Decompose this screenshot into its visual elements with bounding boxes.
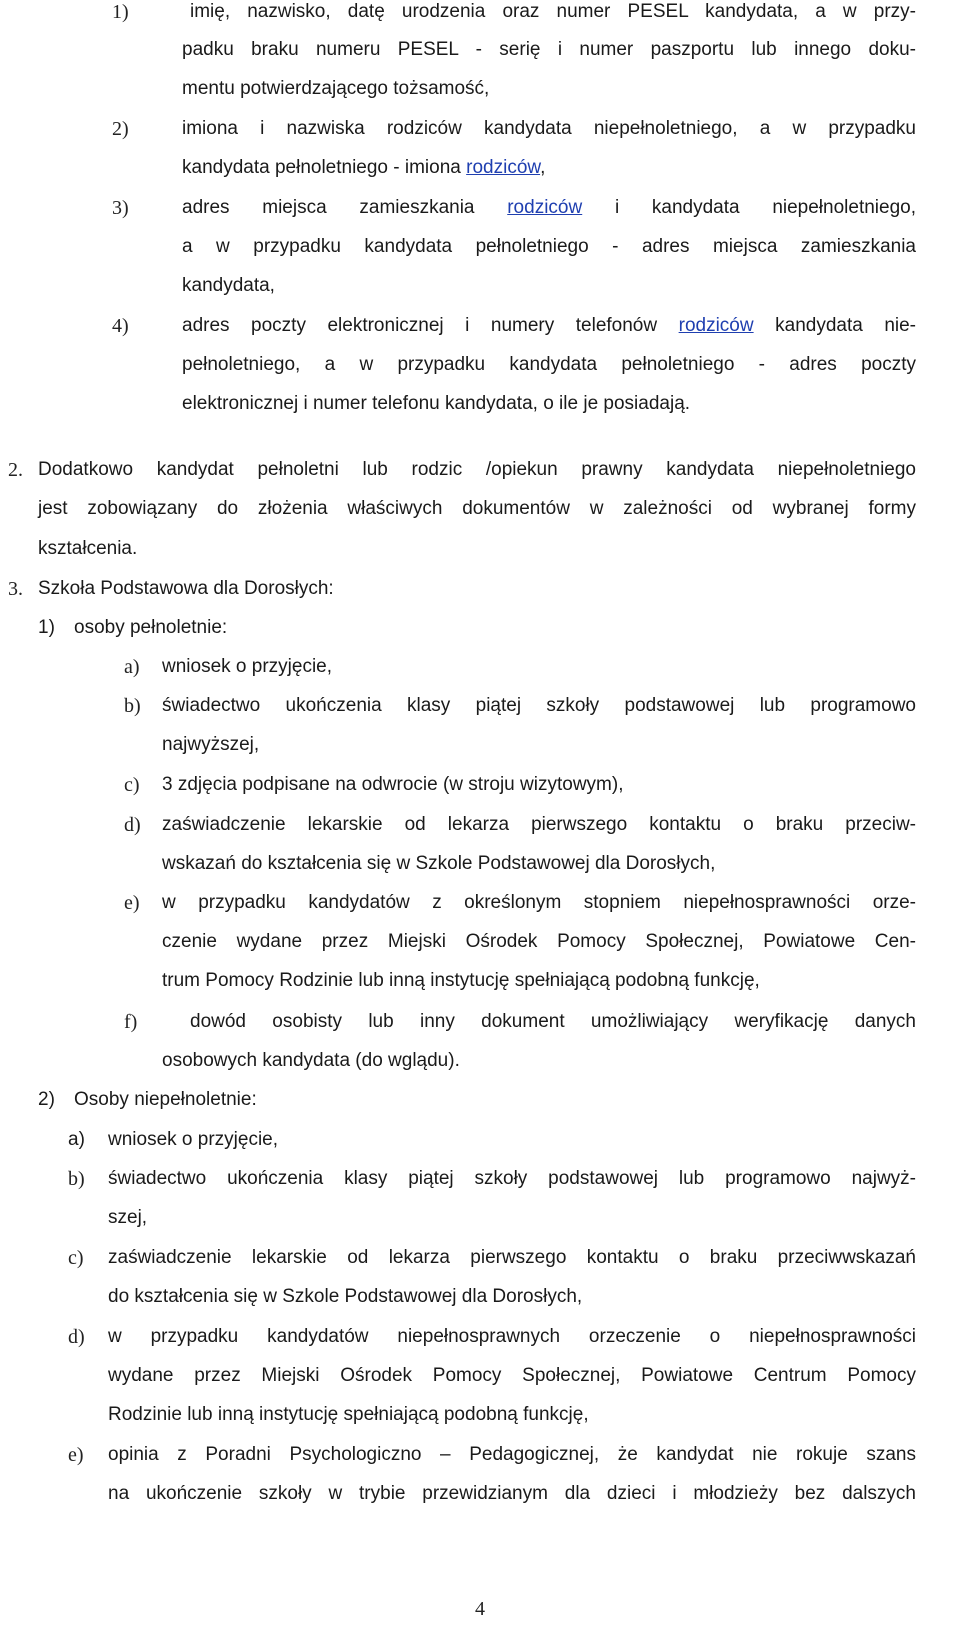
sublist-letter: f)	[124, 1011, 138, 1033]
sublist-letter: c)	[68, 1247, 84, 1269]
sublist-letter: a)	[124, 656, 140, 678]
list-item-text: czenie wydane przez Miejski Ośrodek Pomocy Społecznej, Powiatowe Cen-	[162, 931, 916, 952]
sublist-letter: b)	[124, 695, 141, 717]
list-number: 4)	[112, 315, 129, 337]
sublist-letter: e)	[68, 1444, 84, 1466]
paragraph-text: Dodatkowo kandydat pełnoletni lub rodzic /opiekun prawny kandydata niepełnoletniego	[38, 459, 916, 480]
parents-link[interactable]: rodziców	[507, 197, 583, 218]
list-item-text: kandydata,	[182, 275, 275, 296]
sublist-letter: e)	[124, 892, 140, 914]
list-item-text: w przypadku kandydatów niepełnosprawnych orzeczenie o niepełnosprawności	[108, 1326, 916, 1347]
sublist-letter: b)	[68, 1168, 85, 1190]
list-number: 2)	[112, 118, 129, 140]
list-item-text: dowód osobisty lub inny dokument umożliwiający weryfikację danych	[190, 1011, 916, 1032]
list-item-text: świadectwo ukończenia klasy piątej szkoły podstawowej lub programowo najwyż-	[108, 1168, 916, 1189]
list-item-text: wniosek o przyjęcie,	[162, 656, 333, 677]
list-item-text: pełnoletniego, a w przypadku kandydata pełnoletniego - adres poczty	[182, 354, 916, 375]
sublist-heading: osoby pełnoletnie:	[74, 617, 228, 638]
list-item-text: w przypadku kandydatów z określonym stopniem niepełnosprawności orze-	[162, 892, 916, 913]
list-item-text: zaświadczenie lekarskie od lekarza pierwszego kontaktu o braku przeciw-	[162, 814, 916, 835]
sublist-letter: a)	[68, 1129, 85, 1150]
list-item-text: kandydata pełnoletniego - imiona rodziców,	[182, 157, 546, 178]
list-item-text: najwyższej,	[162, 734, 260, 755]
list-item-text: zaświadczenie lekarskie od lekarza pierwszego kontaktu o braku przeciwwskazań	[108, 1247, 916, 1268]
list-item-text: Rodzinie lub inną instytucję spełniającą podobną funkcję,	[108, 1404, 589, 1425]
list-item-text: wydane przez Miejski Ośrodek Pomocy Społecznej, Powiatowe Centrum Pomocy	[108, 1365, 916, 1386]
list-item-text: trum Pomocy Rodzinie lub inną instytucję spełniającą podobną funkcję,	[162, 970, 760, 991]
list-item-text: a w przypadku kandydata pełnoletniego - adres miejsca zamieszkania	[182, 236, 916, 257]
list-item-text: świadectwo ukończenia klasy piątej szkoły podstawowej lub programowo	[162, 695, 916, 716]
sublist-letter: d)	[124, 814, 141, 836]
list-item-text: adres poczty elektronicznej i numery telefonów rodziców kandydata nie-	[182, 315, 917, 336]
parents-link[interactable]: rodziców	[466, 157, 541, 178]
section-number: 2.	[8, 459, 23, 481]
sublist-letter: d)	[68, 1326, 85, 1348]
sublist-letter: c)	[124, 774, 140, 796]
list-item-text: padku braku numeru PESEL - serię i numer paszportu lub innego doku-	[182, 39, 916, 60]
parents-link[interactable]: rodziców	[678, 315, 754, 336]
paragraph-text: jest zobowiązany do złożenia właściwych dokumentów w zależności od wybranej formy	[38, 498, 916, 519]
list-item-text: 3 zdjęcia podpisane na odwrocie (w stroju wizytowym),	[162, 774, 624, 795]
list-item-text: opinia z Poradni Psychologiczno – Pedagogicznej, że kandydat nie rokuje szans	[108, 1444, 916, 1465]
list-number: 2)	[38, 1089, 55, 1110]
list-number: 3)	[112, 197, 129, 219]
list-item-text: mentu potwierdzającego tożsamość,	[182, 78, 490, 99]
list-item-text: wniosek o przyjęcie,	[108, 1129, 279, 1150]
list-item-text: wskazań do kształcenia się w Szkole Podstawowej dla Dorosłych,	[162, 853, 716, 874]
list-number: 1)	[112, 1, 129, 23]
list-item-text: na ukończenie szkoły w trybie przewidzianym dla dzieci i młodzieży bez dalszych	[108, 1483, 916, 1504]
list-item-text: szej,	[108, 1207, 148, 1228]
list-number: 1)	[38, 617, 55, 638]
section-title: Szkoła Podstawowa dla Dorosłych:	[38, 578, 334, 599]
list-item-text: adres miejsca zamieszkania rodziców i kandydata niepełnoletniego,	[182, 197, 916, 218]
list-item-text: imiona i nazwiska rodziców kandydata niepełnoletniego, a w przypadku	[182, 118, 916, 139]
list-item-text: elektronicznej i numer telefonu kandydata, o ile je posiadają.	[182, 393, 691, 414]
paragraph-text: kształcenia.	[38, 538, 138, 559]
list-item-text: do kształcenia się w Szkole Podstawowej dla Dorosłych,	[108, 1286, 583, 1307]
list-item-text: imię, nazwisko, datę urodzenia oraz numer PESEL kandydata, a w przy-	[190, 1, 916, 22]
section-number: 3.	[8, 578, 23, 600]
page-number: 4	[475, 1598, 485, 1620]
sublist-heading: Osoby niepełnoletnie:	[74, 1089, 257, 1110]
list-item-text: osobowych kandydata (do wglądu).	[162, 1050, 460, 1071]
